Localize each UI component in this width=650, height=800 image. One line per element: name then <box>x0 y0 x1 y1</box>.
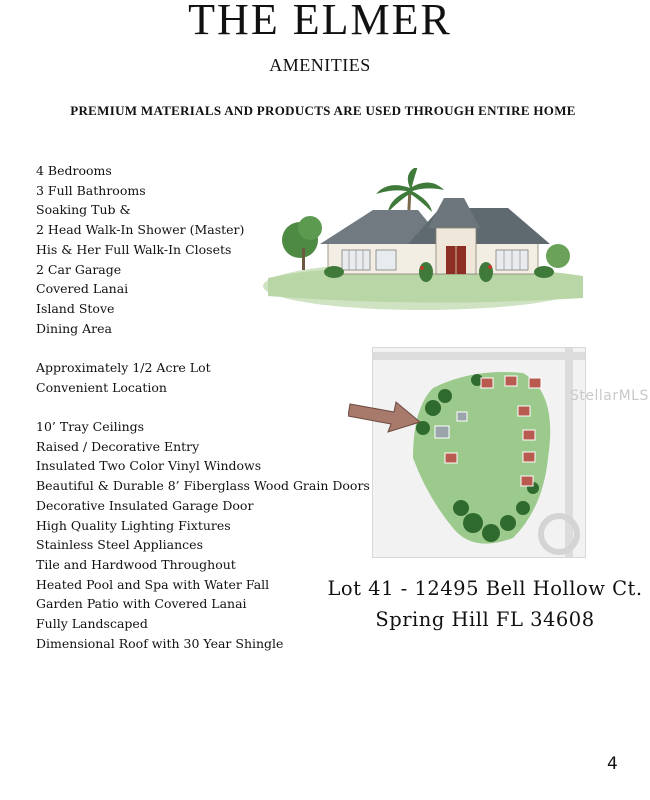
location-arrow-icon <box>348 398 422 434</box>
list-item: 2 Car Garage <box>36 261 122 277</box>
list-item: His & Her Full Walk-In Closets <box>36 241 232 257</box>
list-item: High Quality Lighting Fixtures <box>36 517 231 533</box>
list-item: Garden Patio with Covered Lanai <box>36 596 247 612</box>
list-item: Covered Lanai <box>36 281 129 297</box>
address-line-2: Spring Hill FL 34608 <box>375 608 595 631</box>
list-item: 2 Head Walk-In Shower (Master) <box>36 222 245 238</box>
watermark-text: StellarMLS <box>570 388 649 404</box>
list-item: Stainless Steel Appliances <box>36 537 203 553</box>
list-item: Soaking Tub & <box>36 202 131 218</box>
list-item: Approximately 1/2 Acre Lot <box>36 360 211 375</box>
site-plan-map <box>372 347 586 558</box>
list-item: Insulated Two Color Vinyl Windows <box>36 458 262 474</box>
list-item: 3 Full Bathrooms <box>36 182 146 198</box>
house-illustration <box>258 168 588 313</box>
list-item: Fully Landscaped <box>36 616 148 632</box>
list-item: 10’ Tray Ceilings <box>36 419 145 434</box>
page-subtitle: AMENITIES <box>269 55 371 75</box>
list-item: Raised / Decorative Entry <box>36 438 200 454</box>
list-item: Tile and Hardwood Throughout <box>36 556 236 572</box>
site-plan-drawing <box>373 348 585 557</box>
page-title: THE ELMER <box>188 0 452 44</box>
page-number: 4 <box>607 754 618 774</box>
address-line-1: Lot 41 - 12495 Bell Hollow Ct. <box>327 577 643 600</box>
tagline: PREMIUM MATERIALS AND PRODUCTS ARE USED THROUGH ENTIRE HOME <box>70 103 576 118</box>
features-list-lot <box>36 358 211 397</box>
list-item: Decorative Insulated Garage Door <box>36 497 254 513</box>
features-list-rooms <box>36 161 244 338</box>
list-item: Dining Area <box>36 320 112 336</box>
list-item: Convenient Location <box>36 379 167 395</box>
list-item: Heated Pool and Spa with Water Fall <box>36 576 270 592</box>
list-item: Beautiful & Durable 8’ Fiberglass Wood Grain Doors <box>36 478 370 494</box>
list-item: Island Stove <box>36 300 115 316</box>
list-item: 4 Bedrooms <box>36 163 112 178</box>
list-item: Dimensional Roof with 30 Year Shingle <box>36 635 284 651</box>
